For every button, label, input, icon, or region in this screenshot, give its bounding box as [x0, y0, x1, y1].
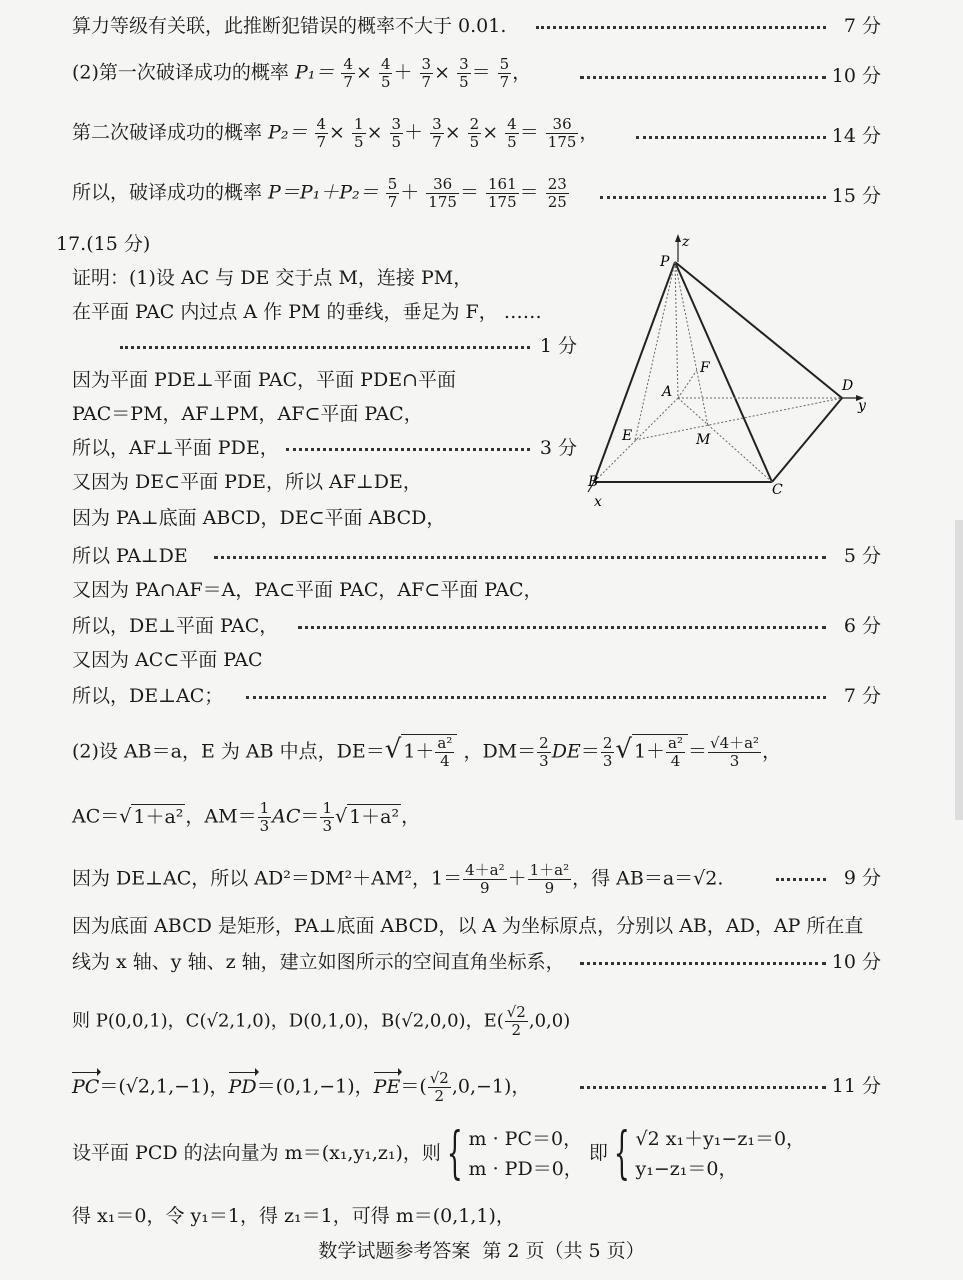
rect-line: 线为 x 轴、y 轴、z 轴，建立如图所示的空间直角坐标系，	[72, 951, 565, 973]
proof-line: 所以，DE⊥平面 PAC，	[72, 615, 279, 637]
points-mark: 9 分	[843, 867, 881, 889]
leader-dots	[580, 76, 826, 79]
leader-dots	[214, 556, 826, 559]
points-mark: 10 分	[831, 65, 881, 87]
label-y: y	[858, 398, 866, 414]
pyramid-figure	[580, 230, 880, 515]
points-mark: 6 分	[843, 615, 881, 637]
line-conclusion: 算力等级有关联，此推断犯错误的概率不大于 0.01.	[72, 15, 507, 37]
fraction: $\frac{4}{5}$	[380, 55, 391, 91]
label-M: M	[696, 432, 711, 448]
edge-CD	[772, 398, 842, 482]
proof-line: 又因为 PA∩AF＝A，PA⊂平面 PAC，AF⊂平面 PAC，	[72, 579, 543, 601]
label-D: D	[842, 378, 854, 394]
proof-line: 在平面 PAC 内过点 A 作 PM 的垂线，垂足为 F， ……	[72, 301, 542, 323]
z-arrow	[675, 234, 681, 242]
rect-line: 因为底面 ABCD 是矩形，PA⊥底面 ABCD，以 A 为坐标原点，分别以 AB，AD，AP 所在直	[72, 915, 864, 937]
proof-line: 证明：(1)设 AC 与 DE 交于点 M，连接 PM，	[72, 267, 473, 289]
proof-line: 又因为 DE⊂平面 PDE，所以 AF⊥DE，	[72, 471, 422, 493]
footer-page: 第 2 页（共 5 页）	[482, 1240, 645, 1262]
leader-dots	[246, 696, 826, 699]
ac-line: AC＝√ 1＋a² ，AM＝ $\frac{1}{3}$ AC＝ $\frac{1}{3}$ √ 1＋a² ，	[72, 799, 421, 835]
hidden-edges	[594, 262, 842, 482]
edge-PC	[675, 262, 772, 482]
proof-line: 所以，DE⊥AC；	[72, 685, 224, 707]
label-z: z	[682, 234, 690, 250]
points-mark: 1 分	[539, 335, 577, 357]
label-x: x	[594, 494, 602, 510]
leader-dots	[636, 136, 826, 139]
leader-dots	[120, 346, 530, 349]
fraction: $\frac{3}{5}$	[459, 55, 469, 91]
line-second-prob: 第二次破译成功的概率 P₂＝ $\frac{4}{7}$ × $\frac{1}{5}$ × $\frac{3}{5}$ ＋ $\frac{3}{7}$ × $\frac{2}{5}$ × $\frac{4}{5}$ ＝ $\frac{36}{175}$ ，	[72, 115, 599, 151]
leader-dots	[286, 448, 530, 451]
fraction: $\frac{4}{7}$	[343, 55, 353, 91]
label-B: B	[588, 474, 599, 490]
points-mark: 3 分	[539, 437, 577, 459]
proof-line: 所以，AF⊥平面 PDE，	[72, 437, 279, 459]
page-footer	[0, 1236, 963, 1263]
leader-dots	[298, 626, 826, 629]
proof-line: 所以 PA⊥DE	[72, 545, 188, 567]
label-F: F	[700, 360, 710, 376]
leader-dots	[600, 196, 826, 199]
label-A: A	[662, 384, 673, 400]
points-mark: 7 分	[843, 15, 881, 37]
footer-title: 数学试题参考答案	[318, 1240, 471, 1262]
de-perp-line: 因为 DE⊥AC，所以 AD²＝DM²＋AM²，1＝ $\frac{\text{4＋a²}}{9}$ ＋ $\frac{\text{1＋a²}}{9}$ ，得 AB＝a＝√2.	[72, 861, 724, 897]
vectors-line: PC＝(√2,1,−1)，PD＝(0,1,−1)，PE＝( $\frac{√2}{2}$ ,0,−1)，	[72, 1069, 531, 1105]
proof-line: 又因为 AC⊂平面 PAC	[72, 649, 263, 671]
line-first-prob: (2)第一次破译成功的概率 P₁＝ $\frac{4}{7}$ × $\frac{4}{5}$ ＋ $\frac{3}{7}$ × $\frac{3}{5}$ ＝ $\frac{5}{7}$ ，	[72, 55, 532, 91]
normal-vector-line: 设平面 PCD 的法向量为 m＝(x₁,y₁,z₁)，则 { m · PC＝0， m · PD＝0， 即 { √2 x₁＋y₁−z₁＝0， y₁−z₁＝0，	[72, 1121, 806, 1186]
proof-line: 因为 PA⊥底面 ABCD，DE⊂平面 ABCD，	[72, 507, 446, 529]
proof-line: 因为平面 PDE⊥平面 PAC，平面 PDE∩平面	[72, 369, 456, 391]
result-line: 得 x₁＝0，令 y₁＝1，得 z₁＝1，可得 m＝(0,1,1)，	[72, 1205, 515, 1227]
label-E: E	[622, 428, 633, 444]
label-C: C	[772, 482, 783, 498]
proof-line: PAC＝PM，AF⊥PM，AF⊂平面 PAC，	[72, 403, 423, 425]
scrollbar[interactable]	[955, 520, 963, 820]
points-mark: 7 分	[843, 685, 881, 707]
edge-PB	[594, 262, 675, 482]
line-total-prob: 所以，破译成功的概率 P＝P₁＋P₂＝ $\frac{5}{7}$ ＋ $\frac{36}{175}$ ＝ $\frac{161}{175}$ ＝ $\frac{23}{25}$	[72, 175, 567, 211]
fraction: $\frac{3}{7}$	[421, 55, 432, 91]
leader-dots	[776, 878, 826, 881]
leader-dots	[580, 962, 826, 965]
leader-dots	[536, 26, 826, 29]
coords-line: 则 P(0,0,1)，C(√2,1,0)，D(0,1,0)，B(√2,0,0)，E( $\frac{√2}{2}$ ,0,0)	[72, 1003, 571, 1039]
points-mark: 15 分	[831, 185, 881, 207]
part2-line: (2)设 AB＝a，E 为 AB 中点，DE＝√ 1＋ $\frac{\text{a²}}{4}$ ，DM＝ $\frac{2}{3}$ DE＝ $\frac{2}{3}$ √ 1＋ $\frac{\text{a²}}{4}$ ＝ $\frac{\text{√4＋a²}}{3}$ ，	[72, 734, 782, 770]
points-mark: 10 分	[831, 951, 881, 973]
points-mark: 5 分	[843, 545, 881, 567]
edge-PD	[675, 262, 842, 398]
question-number: 17.(15 分)	[56, 233, 151, 255]
label-P: P	[660, 254, 670, 270]
points-mark: 11 分	[831, 1075, 881, 1097]
fraction: $\frac{5}{7}$	[499, 55, 510, 91]
leader-dots	[580, 1086, 826, 1089]
points-mark: 14 分	[831, 125, 881, 147]
